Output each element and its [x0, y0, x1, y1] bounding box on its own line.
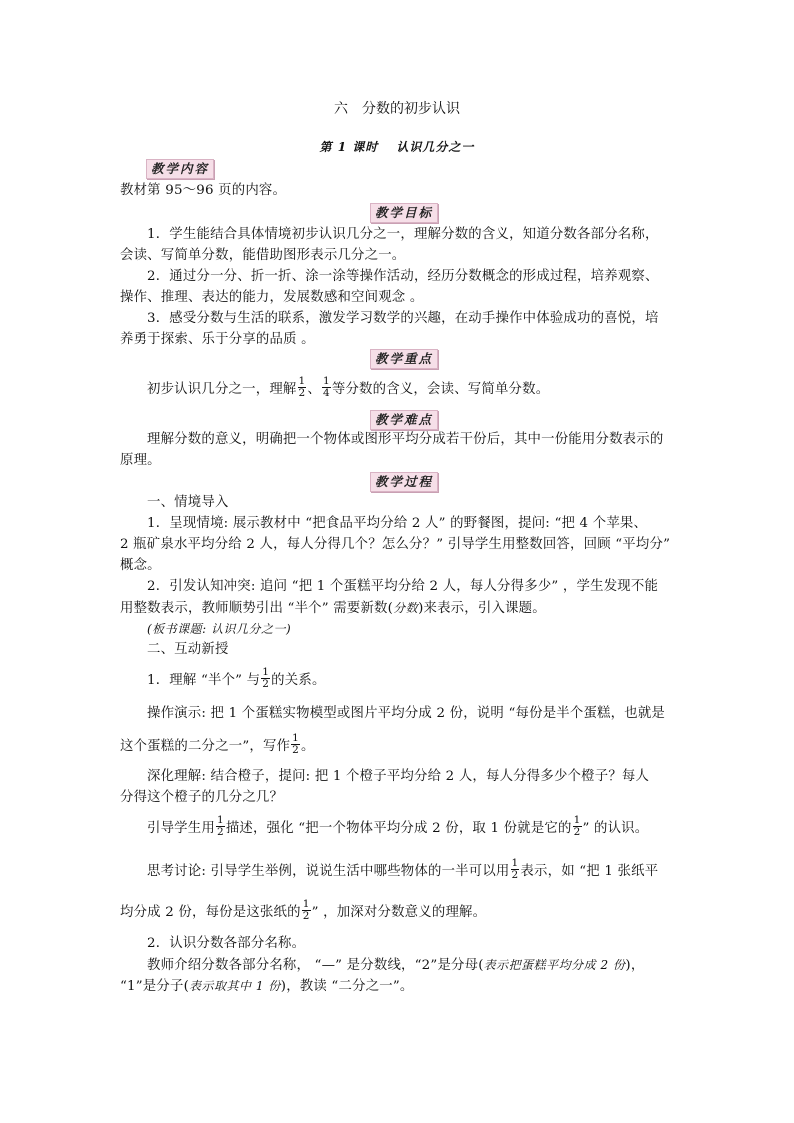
fraction-half: $\frac{1}{2}$ — [216, 814, 224, 838]
section-tag-difficulty: 教学难点 — [370, 410, 438, 430]
fraction-quarter: $\frac{1}{4}$ — [322, 375, 330, 399]
difficulty-line-a: 理解分数的意义，明确把一个物体或图形平均分成若干份后，其中一份能用分数表示的 — [147, 432, 664, 447]
goal-1-line-b: 会读、写简单分数，能借助图形表示几分之一。 — [120, 248, 406, 263]
fraction-half: $\frac{1}{2}$ — [262, 666, 270, 690]
goal-3-line-a: 3．感受分数与生活的联系，激发学习数学的兴趣，在动手操作中体验成功的喜悦，培 — [147, 311, 659, 326]
section-tag-goals: 教学目标 — [370, 203, 438, 223]
process-p1-line-b: 2 瓶矿泉水平均分给 2 人，每人分得几个？怎么分？” 引导学生用整数回答，回顾 “平均分” — [120, 537, 671, 552]
board-title-note: (板书课题: 认识几分之一) — [147, 622, 292, 636]
fraction-half: $\frac{1}{2}$ — [573, 814, 581, 838]
fraction-half: $\frac{1}{2}$ — [292, 732, 300, 756]
think-line-a: 思考讨论: 引导学生举例，说说生活中哪些物体的一半可以用 $\frac{1}{2}$ 表示，如 “把 1 张纸平 — [147, 857, 659, 881]
goal-3-line-b: 养勇于探索、乐于分享的品质 。 — [120, 332, 315, 347]
parts-line-a: 教师介绍分数各部分名称， “—” 是分数线，“2”是分母(表示把蛋糕平均分成 2 份)， — [147, 958, 645, 973]
parts-line-b: “1”是分子(表示取其中 1 份)，教读 “二分之一”。 — [120, 979, 414, 994]
demo-line-b: 这个蛋糕的二分之一”，写作 $\frac{1}{2}$ 。 — [120, 732, 315, 756]
process-p2-line-b: 用整数表示，教师顺势引出 “半个” 需要新数(分数)来表示，引入课题。 — [120, 601, 546, 616]
fraction-half: $\frac{1}{2}$ — [511, 857, 519, 881]
goal-2-line-b: 操作、推理、表达的能力，发展数感和空间观念 。 — [120, 290, 424, 305]
fraction-half: $\frac{1}{2}$ — [302, 898, 310, 922]
understand-heading: 1．理解 “半个” 与 $\frac{1}{2}$ 的关系。 — [147, 666, 326, 690]
goal-2-line-a: 2．通过分一分、折一折、涂一涂等操作活动，经历分数概念的形成过程，培养观察、 — [147, 269, 659, 284]
difficulty-line-b: 原理。 — [120, 453, 161, 468]
think-line-b: 均分成 2 份，每份是这张纸的 $\frac{1}{2}$ ” ，加深对分数意义的理解。 — [120, 898, 487, 922]
process-p1-line-c: 概念。 — [120, 558, 161, 573]
content-text: 教材第 95～96 页的内容。 — [120, 183, 287, 198]
key-text: 初步认识几分之一，理解 $\frac{1}{2}$ 、 $\frac{1}{4}$ 等分数的含义，会读、写简单分数。 — [147, 375, 550, 399]
demo-line-a: 操作演示: 把 1 个蛋糕实物模型或图片平均分成 2 份，说明 “每份是半个蛋糕，也就是 — [147, 706, 666, 721]
process-p2-line-a: 2．引发认知冲突: 追问 “把 1 个蛋糕平均分给 2 人，每人分得多少” ，学生发现不能 — [147, 579, 659, 594]
process-p1-line-a: 1．呈现情境: 展示教材中 “把食品平均分给 2 人” 的野餐图，提问: “把 4 个苹果、 — [147, 516, 648, 531]
section-tag-process: 教学过程 — [370, 472, 438, 492]
page-title: 六 分数的初步认识 — [334, 101, 460, 117]
fraction-half: $\frac{1}{2}$ — [298, 375, 306, 399]
process-section-2: 二、互动新授 — [147, 642, 229, 657]
goal-1-line-a: 1．学生能结合具体情境初步认识几分之一，理解分数的含义，知道分数各部分名称， — [147, 227, 659, 242]
deep-line-b: 分得这个橙子的几分之几？ — [120, 790, 284, 805]
parts-heading: 2．认识分数各部分名称。 — [147, 936, 306, 951]
section-tag-key: 教学重点 — [370, 349, 438, 369]
process-section-1: 一、情境导入 — [147, 495, 229, 510]
deep-line-a: 深化理解: 结合橙子，提问: 把 1 个橙子平均分给 2 人，每人分得多少个橙子？每人 — [147, 769, 650, 784]
guide-line: 引导学生用 $\frac{1}{2}$ 描述，强化 “把一个物体平均分成 2 份，取 1 份就是它的 $\frac{1}{2}$ ” 的认识。 — [147, 814, 649, 838]
section-tag-content: 教学内容 — [146, 159, 214, 179]
lesson-subtitle: 第 1 课时 认识几分之一 — [319, 140, 475, 154]
